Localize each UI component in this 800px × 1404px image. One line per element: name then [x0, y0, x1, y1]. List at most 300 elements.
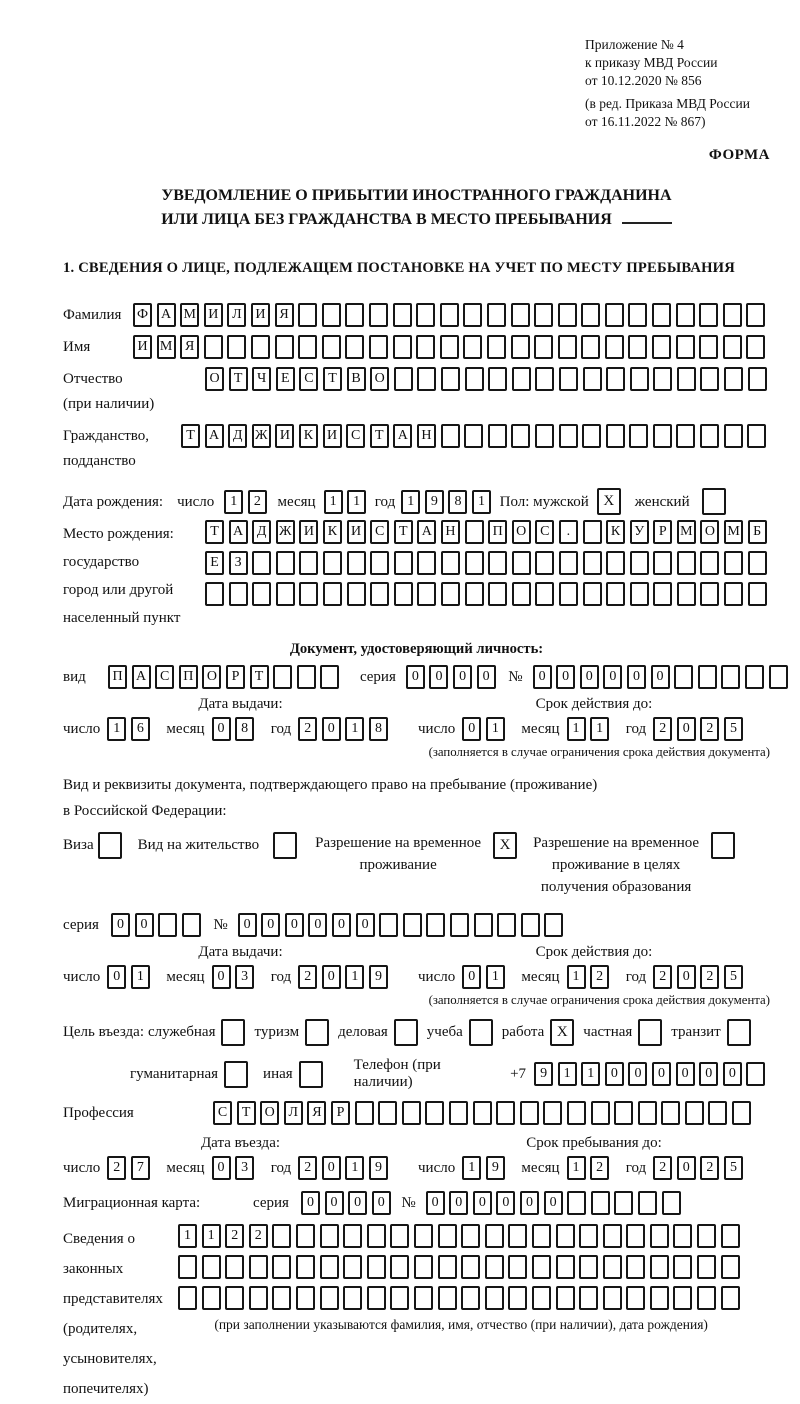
char-box[interactable]: 0 [261, 913, 280, 937]
char-box[interactable] [416, 303, 435, 327]
char-box[interactable] [559, 582, 578, 606]
char-box[interactable]: 0 [406, 665, 425, 689]
char-box[interactable]: Д [228, 424, 247, 448]
char-box[interactable]: Р [226, 665, 245, 689]
char-box[interactable] [614, 1191, 633, 1215]
char-box[interactable]: 1 [472, 490, 491, 514]
char-box[interactable] [296, 1224, 315, 1248]
char-box[interactable]: А [393, 424, 412, 448]
char-box[interactable] [677, 551, 696, 575]
char-box[interactable] [296, 1255, 315, 1279]
char-box[interactable] [488, 367, 507, 391]
char-box[interactable]: А [229, 520, 248, 544]
char-box[interactable] [638, 1191, 657, 1215]
char-box[interactable] [414, 1286, 433, 1310]
char-box[interactable]: 0 [322, 1156, 341, 1180]
char-box[interactable]: Т [237, 1101, 256, 1125]
char-box[interactable] [581, 303, 600, 327]
char-box[interactable] [699, 303, 718, 327]
char-box[interactable] [276, 551, 295, 575]
char-box[interactable] [698, 665, 717, 689]
char-box[interactable] [320, 1286, 339, 1310]
char-box[interactable]: 3 [235, 965, 254, 989]
char-box[interactable]: П [179, 665, 198, 689]
char-box[interactable] [520, 1101, 539, 1125]
char-box[interactable] [438, 1224, 457, 1248]
char-box[interactable] [583, 367, 602, 391]
char-box[interactable] [582, 424, 601, 448]
char-box[interactable]: 0 [322, 965, 341, 989]
char-box[interactable] [638, 1019, 662, 1046]
char-box[interactable] [508, 1255, 527, 1279]
char-box[interactable] [465, 582, 484, 606]
char-box[interactable] [532, 1286, 551, 1310]
char-box[interactable] [512, 582, 531, 606]
char-box[interactable] [626, 1286, 645, 1310]
char-box[interactable]: 5 [724, 965, 743, 989]
char-box[interactable]: И [133, 335, 152, 359]
char-box[interactable] [556, 1255, 575, 1279]
char-box[interactable] [178, 1286, 197, 1310]
char-box[interactable]: 0 [356, 913, 375, 937]
char-box[interactable] [343, 1286, 362, 1310]
char-box[interactable] [378, 1101, 397, 1125]
char-box[interactable]: Т [250, 665, 269, 689]
char-box[interactable] [674, 665, 693, 689]
char-box[interactable] [473, 1101, 492, 1125]
char-box[interactable] [630, 582, 649, 606]
char-box[interactable]: 8 [448, 490, 467, 514]
char-box[interactable] [628, 303, 647, 327]
char-box[interactable] [441, 582, 460, 606]
char-box[interactable]: 1 [486, 717, 505, 741]
char-box[interactable] [606, 367, 625, 391]
char-box[interactable]: С [370, 520, 389, 544]
char-box[interactable] [650, 1286, 669, 1310]
char-box[interactable] [393, 335, 412, 359]
char-box[interactable] [272, 1255, 291, 1279]
char-box[interactable] [579, 1224, 598, 1248]
char-box[interactable] [700, 367, 719, 391]
char-box[interactable] [558, 303, 577, 327]
char-box[interactable] [343, 1255, 362, 1279]
char-box[interactable] [603, 1286, 622, 1310]
char-box[interactable] [697, 1255, 716, 1279]
char-box[interactable] [299, 1061, 323, 1088]
char-box[interactable]: 2 [653, 965, 672, 989]
char-box[interactable] [579, 1286, 598, 1310]
char-box[interactable]: 2 [700, 1156, 719, 1180]
char-box[interactable] [512, 367, 531, 391]
char-box[interactable]: 0 [453, 665, 472, 689]
char-box[interactable]: Е [276, 367, 295, 391]
char-box[interactable]: 2 [107, 1156, 126, 1180]
char-box[interactable] [745, 665, 764, 689]
char-box[interactable] [676, 424, 695, 448]
char-box[interactable]: 1 [224, 490, 243, 514]
char-box[interactable]: О [370, 367, 389, 391]
char-box[interactable] [653, 582, 672, 606]
char-box[interactable] [390, 1255, 409, 1279]
char-box[interactable] [697, 1286, 716, 1310]
char-box[interactable]: 0 [603, 665, 622, 689]
char-box[interactable] [661, 1101, 680, 1125]
char-box[interactable]: 1 [345, 717, 364, 741]
char-box[interactable] [414, 1224, 433, 1248]
char-box[interactable] [394, 1019, 418, 1046]
char-box[interactable] [723, 335, 742, 359]
char-box[interactable]: 1 [345, 1156, 364, 1180]
char-box[interactable] [511, 424, 530, 448]
char-box[interactable]: О [512, 520, 531, 544]
char-box[interactable]: 0 [135, 913, 154, 937]
char-box[interactable]: 9 [534, 1062, 553, 1086]
char-box[interactable]: О [205, 367, 224, 391]
char-box[interactable] [403, 913, 422, 937]
char-box[interactable] [708, 1101, 727, 1125]
char-box[interactable]: 0 [605, 1062, 624, 1086]
char-box[interactable] [182, 913, 201, 937]
char-box[interactable] [323, 582, 342, 606]
char-box[interactable]: Ф [133, 303, 152, 327]
char-box[interactable] [488, 424, 507, 448]
char-box[interactable]: 2 [700, 717, 719, 741]
char-box[interactable]: 0 [322, 717, 341, 741]
char-box[interactable] [416, 335, 435, 359]
char-box[interactable]: Т [323, 367, 342, 391]
char-box[interactable] [417, 582, 436, 606]
char-box[interactable] [370, 582, 389, 606]
char-box[interactable]: 1 [581, 1062, 600, 1086]
char-box[interactable] [440, 303, 459, 327]
char-box[interactable]: А [157, 303, 176, 327]
char-box[interactable]: 0 [462, 717, 481, 741]
char-box[interactable] [497, 913, 516, 937]
char-box[interactable]: 0 [111, 913, 130, 937]
char-box[interactable]: Т [370, 424, 389, 448]
char-box[interactable]: 1 [107, 717, 126, 741]
char-box[interactable] [676, 335, 695, 359]
char-box[interactable]: Я [180, 335, 199, 359]
char-box[interactable] [417, 551, 436, 575]
char-box[interactable] [464, 424, 483, 448]
char-box[interactable] [724, 582, 743, 606]
char-box[interactable] [98, 832, 122, 859]
char-box[interactable]: М [180, 303, 199, 327]
char-box[interactable] [558, 335, 577, 359]
char-box[interactable]: И [299, 520, 318, 544]
char-box[interactable] [727, 1019, 751, 1046]
char-box[interactable] [605, 303, 624, 327]
char-box[interactable]: Т [181, 424, 200, 448]
char-box[interactable] [488, 551, 507, 575]
char-box[interactable]: Т [205, 520, 224, 544]
char-box[interactable]: О [202, 665, 221, 689]
char-box[interactable] [449, 1101, 468, 1125]
char-box[interactable] [461, 1286, 480, 1310]
char-box[interactable] [417, 367, 436, 391]
char-box[interactable]: 1 [567, 1156, 586, 1180]
char-box[interactable] [272, 1286, 291, 1310]
char-box[interactable]: 0 [496, 1191, 515, 1215]
char-box[interactable]: X [597, 488, 621, 515]
char-box[interactable]: М [157, 335, 176, 359]
char-box[interactable] [485, 1224, 504, 1248]
char-box[interactable]: В [347, 367, 366, 391]
char-box[interactable] [556, 1224, 575, 1248]
char-box[interactable]: Ж [252, 424, 271, 448]
char-box[interactable] [299, 551, 318, 575]
char-box[interactable] [724, 367, 743, 391]
char-box[interactable] [273, 832, 297, 859]
char-box[interactable]: 0 [723, 1062, 742, 1086]
char-box[interactable] [591, 1101, 610, 1125]
char-box[interactable] [747, 424, 766, 448]
char-box[interactable] [534, 335, 553, 359]
char-box[interactable] [450, 913, 469, 937]
char-box[interactable] [272, 1224, 291, 1248]
char-box[interactable] [653, 424, 672, 448]
char-box[interactable] [746, 1062, 765, 1086]
char-box[interactable]: С [213, 1101, 232, 1125]
char-box[interactable] [521, 913, 540, 937]
char-box[interactable]: О [700, 520, 719, 544]
char-box[interactable] [700, 551, 719, 575]
char-box[interactable] [724, 424, 743, 448]
char-box[interactable]: 0 [212, 717, 231, 741]
char-box[interactable] [178, 1255, 197, 1279]
char-box[interactable] [535, 551, 554, 575]
char-box[interactable] [724, 551, 743, 575]
char-box[interactable]: 0 [426, 1191, 445, 1215]
char-box[interactable] [567, 1101, 586, 1125]
char-box[interactable] [650, 1255, 669, 1279]
char-box[interactable]: 9 [369, 1156, 388, 1180]
char-box[interactable]: 0 [212, 965, 231, 989]
char-box[interactable] [251, 335, 270, 359]
char-box[interactable] [463, 335, 482, 359]
char-box[interactable] [347, 582, 366, 606]
char-box[interactable] [628, 335, 647, 359]
char-box[interactable] [711, 832, 735, 859]
char-box[interactable] [605, 335, 624, 359]
char-box[interactable] [390, 1286, 409, 1310]
char-box[interactable] [626, 1224, 645, 1248]
char-box[interactable]: О [260, 1101, 279, 1125]
char-box[interactable] [583, 582, 602, 606]
char-box[interactable]: 0 [212, 1156, 231, 1180]
char-box[interactable] [297, 665, 316, 689]
char-box[interactable]: К [323, 520, 342, 544]
char-box[interactable] [465, 367, 484, 391]
char-box[interactable] [367, 1224, 386, 1248]
char-box[interactable] [320, 665, 339, 689]
char-box[interactable]: 1 [324, 490, 343, 514]
char-box[interactable]: 1 [401, 490, 420, 514]
char-box[interactable] [322, 335, 341, 359]
char-box[interactable] [700, 424, 719, 448]
char-box[interactable] [579, 1255, 598, 1279]
char-box[interactable] [535, 424, 554, 448]
char-box[interactable] [603, 1224, 622, 1248]
char-box[interactable]: 0 [677, 1156, 696, 1180]
char-box[interactable] [322, 303, 341, 327]
char-box[interactable]: 1 [347, 490, 366, 514]
char-box[interactable]: 0 [325, 1191, 344, 1215]
char-box[interactable] [275, 335, 294, 359]
char-box[interactable]: 9 [425, 490, 444, 514]
char-box[interactable] [393, 303, 412, 327]
char-box[interactable]: Н [417, 424, 436, 448]
char-box[interactable] [441, 424, 460, 448]
char-box[interactable] [700, 582, 719, 606]
char-box[interactable]: 2 [249, 1224, 268, 1248]
char-box[interactable] [511, 335, 530, 359]
char-box[interactable] [249, 1286, 268, 1310]
char-box[interactable] [697, 1224, 716, 1248]
char-box[interactable] [581, 335, 600, 359]
char-box[interactable] [438, 1255, 457, 1279]
char-box[interactable] [343, 1224, 362, 1248]
char-box[interactable] [465, 551, 484, 575]
char-box[interactable] [390, 1224, 409, 1248]
char-box[interactable] [296, 1286, 315, 1310]
char-box[interactable] [559, 424, 578, 448]
char-box[interactable]: 0 [301, 1191, 320, 1215]
char-box[interactable] [345, 335, 364, 359]
char-box[interactable] [229, 582, 248, 606]
char-box[interactable] [299, 582, 318, 606]
char-box[interactable]: А [205, 424, 224, 448]
char-box[interactable] [463, 303, 482, 327]
char-box[interactable] [379, 913, 398, 937]
char-box[interactable] [508, 1286, 527, 1310]
char-box[interactable] [732, 1101, 751, 1125]
char-box[interactable]: 0 [285, 913, 304, 937]
char-box[interactable] [534, 303, 553, 327]
char-box[interactable] [650, 1224, 669, 1248]
char-box[interactable]: Ч [252, 367, 271, 391]
char-box[interactable] [394, 551, 413, 575]
char-box[interactable] [591, 1191, 610, 1215]
char-box[interactable]: А [132, 665, 151, 689]
char-box[interactable] [721, 665, 740, 689]
char-box[interactable] [158, 913, 177, 937]
char-box[interactable]: . [559, 520, 578, 544]
char-box[interactable] [702, 488, 726, 515]
char-box[interactable]: 2 [225, 1224, 244, 1248]
char-box[interactable]: С [535, 520, 554, 544]
char-box[interactable] [614, 1101, 633, 1125]
char-box[interactable] [347, 551, 366, 575]
char-box[interactable]: 1 [486, 965, 505, 989]
char-box[interactable] [441, 367, 460, 391]
char-box[interactable] [425, 1101, 444, 1125]
char-box[interactable] [626, 1255, 645, 1279]
char-box[interactable]: 2 [653, 1156, 672, 1180]
char-box[interactable] [746, 335, 765, 359]
char-box[interactable]: Л [227, 303, 246, 327]
char-box[interactable]: А [417, 520, 436, 544]
char-box[interactable]: 0 [520, 1191, 539, 1215]
char-box[interactable]: 0 [462, 965, 481, 989]
char-box[interactable] [227, 335, 246, 359]
char-box[interactable]: 1 [131, 965, 150, 989]
char-box[interactable]: И [275, 424, 294, 448]
char-box[interactable]: 6 [131, 717, 150, 741]
char-box[interactable]: Д [252, 520, 271, 544]
char-box[interactable] [369, 335, 388, 359]
char-box[interactable]: 0 [107, 965, 126, 989]
char-box[interactable] [323, 551, 342, 575]
char-box[interactable] [606, 582, 625, 606]
char-box[interactable]: С [155, 665, 174, 689]
char-box[interactable] [629, 424, 648, 448]
char-box[interactable] [305, 1019, 329, 1046]
char-box[interactable] [685, 1101, 704, 1125]
char-box[interactable] [441, 551, 460, 575]
char-box[interactable] [369, 303, 388, 327]
char-box[interactable] [487, 303, 506, 327]
char-box[interactable] [345, 303, 364, 327]
char-box[interactable] [355, 1101, 374, 1125]
char-box[interactable] [721, 1286, 740, 1310]
char-box[interactable]: Я [275, 303, 294, 327]
char-box[interactable] [202, 1255, 221, 1279]
char-box[interactable]: Б [748, 520, 767, 544]
char-box[interactable]: 5 [724, 1156, 743, 1180]
char-box[interactable] [559, 367, 578, 391]
char-box[interactable]: 2 [248, 490, 267, 514]
char-box[interactable] [508, 1224, 527, 1248]
char-box[interactable] [769, 665, 788, 689]
char-box[interactable] [653, 367, 672, 391]
char-box[interactable]: И [251, 303, 270, 327]
char-box[interactable] [367, 1255, 386, 1279]
char-box[interactable] [276, 582, 295, 606]
char-box[interactable]: 0 [348, 1191, 367, 1215]
char-box[interactable] [583, 551, 602, 575]
char-box[interactable] [370, 551, 389, 575]
char-box[interactable]: 2 [700, 965, 719, 989]
char-box[interactable] [298, 303, 317, 327]
char-box[interactable]: С [299, 367, 318, 391]
char-box[interactable] [249, 1255, 268, 1279]
char-box[interactable] [394, 367, 413, 391]
char-box[interactable]: 1 [178, 1224, 197, 1248]
char-box[interactable]: 0 [580, 665, 599, 689]
char-box[interactable] [662, 1191, 681, 1215]
char-box[interactable] [673, 1224, 692, 1248]
char-box[interactable]: 8 [369, 717, 388, 741]
char-box[interactable] [438, 1286, 457, 1310]
char-box[interactable] [394, 582, 413, 606]
char-box[interactable]: Ж [276, 520, 295, 544]
char-box[interactable] [721, 1224, 740, 1248]
char-box[interactable]: 8 [235, 717, 254, 741]
char-box[interactable] [465, 520, 484, 544]
char-box[interactable]: З [229, 551, 248, 575]
char-box[interactable]: 0 [699, 1062, 718, 1086]
char-box[interactable] [699, 335, 718, 359]
char-box[interactable] [676, 303, 695, 327]
char-box[interactable] [532, 1224, 551, 1248]
char-box[interactable] [414, 1255, 433, 1279]
char-box[interactable] [426, 913, 445, 937]
char-box[interactable]: 2 [298, 965, 317, 989]
char-box[interactable] [485, 1286, 504, 1310]
char-box[interactable]: 0 [627, 665, 646, 689]
